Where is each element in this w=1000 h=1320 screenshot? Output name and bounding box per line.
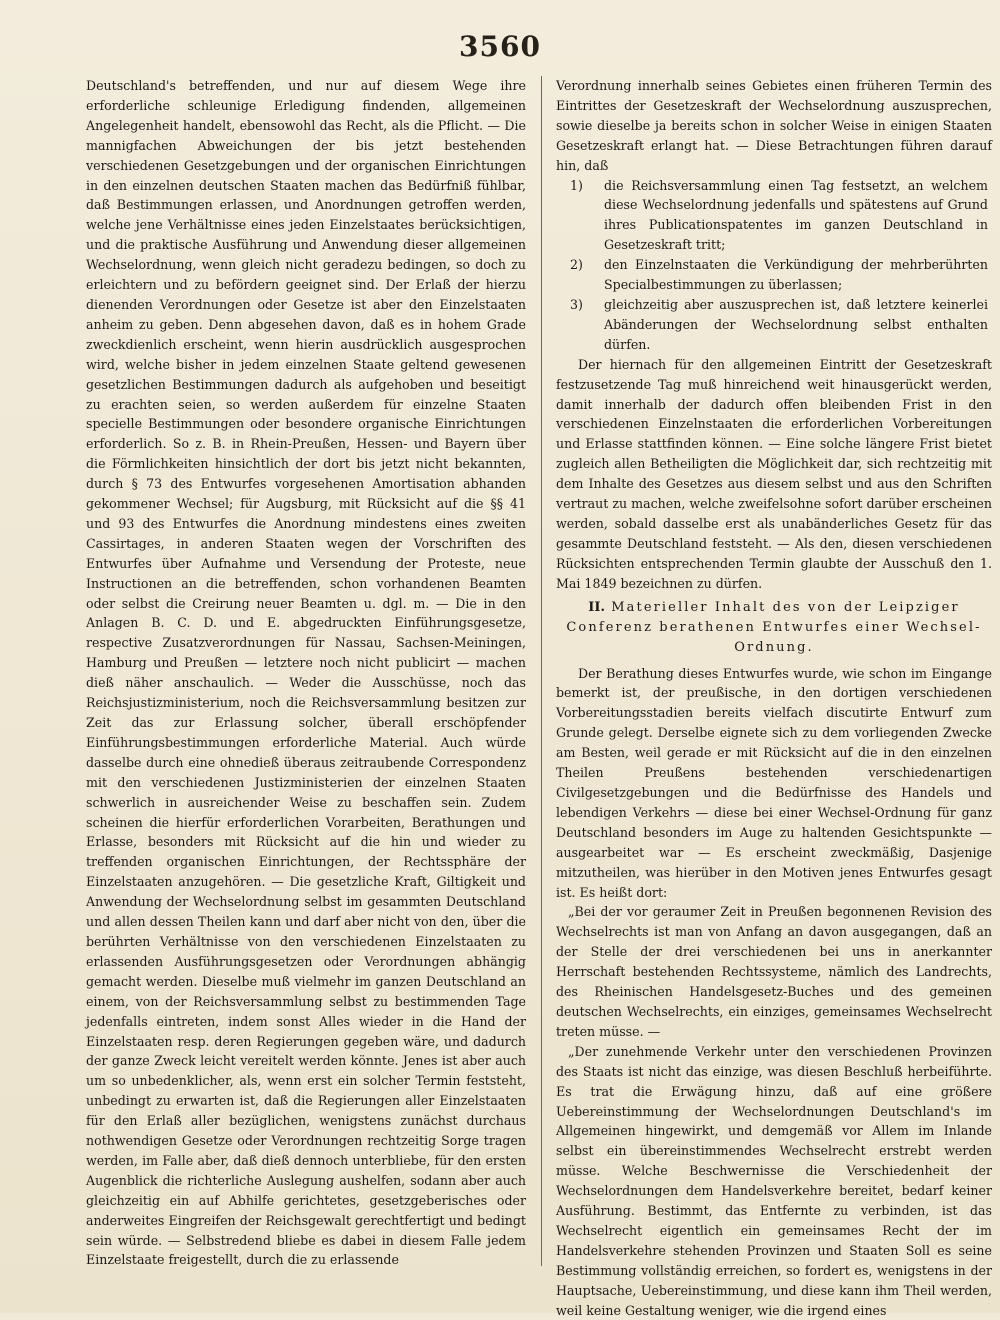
section-heading-label: II. [588,599,605,615]
paragraph-termin: Der hiernach für den allgemeinen Eintritt der Gesetzeskraft festzusetzende Tag muß hinreichend weit hinausgerückt werden, damit innerhalb der dadurch offen bleibenden Frist in den verschiedenen Einzelnstaaten die erforderlichen Vorbereitungen und Erlasse stattfinden können. — Eine solche längere Frist bietet zugleich allen Betheiligten die Möglichkeit dar, sich rechtzeitig mit dem Inhalte des Gesetzes aus diesem selbst und aus den Schriften vertraut zu machen, welche zweifelsohne sofort darüber erscheinen werden, sobald dasselbe erst als unabänderliches Gesetz für das gesammte Deutschland feststeht. — Als den, diesen verschiedenen Rücksichten entsprechenden Termin glaubte der Ausschuß den 1. Mai 1849 bezeichnen zu dürfen. [556,356,992,591]
left-column-paragraph: Deutschland's betreffenden, und nur auf diesem Wege ihre erforderliche schleunige Erledigung findenden, allgemeinen Angelegenheit handelt, ebensowohl das Recht, als die Pflicht. — Die mannigfachen Abweichungen der bis jetzt bestehenden verschiedenen Gesetzgebungen und der organischen Einrichtungen in den einzelnen deutschen Staaten machen das Bedürfniß fühlbar, daß Bestimmungen erlassen, und Anordnungen getroffen werden, welche jene Verhältnisse eines jeden Einzelstaates berücksichtigen, und die praktische Ausführung und Anwendung dieser allgemeinen Wechselordnung, wenn gleich nicht geradezu bedingen, so doch zu erleichtern und zu befördern geeignet sind. Der Erlaß der hierzu dienenden Verordnungen oder Gesetze ist aber den Einzelstaaten anheim zu geben. Denn abgesehen davon, daß es in hohem Grade zweckdienlich erscheint, wenn hierin ausdrücklich ausgesprochen wird, welche bisher in jedem einzelnen Staate geltend gewesenen gesetzlichen Bestimmungen dadurch als aufgehoben und beseitigt zu erachten seien, so werden außerdem für einzelne Staaten specielle Bestimmungen oder besondere organische Einrichtungen erforderlich. So z. B. in Rhein-Preußen, Hessen- und Bayern über die Förmlichkeiten hinsichtlich der dort bis jetzt nicht bekannten, durch § 73 des Entwurfes vorgesehenen Amortisation abhanden gekommener Wechsel; für Augsburg, mit Rücksicht auf die §§ 41 und 93 des Entwurfes die Anordnung mindestens eines zweiten Cassirtages, in anderen Staaten wegen der Vorschriften des Entwurfes über Aufnahme und Versendung der Proteste, neue Instructionen an die betreffenden, schon vorhandenen Beamten oder selbst die Creirung neuer Beamten u. dgl. m. — Die in den Anlagen B. C. D. und E. abgedruckten Einführungsgesetze, respective Zusatzverordnungen für Nassau, Sachsen-Meiningen, Hamburg und Preußen — letztere noch nicht publicirt — machen dieß näher anschaulich. — Weder die Ausschüsse, noch das Reichsjustizministerium, noch die Reichsversammlung besitzen zur Zeit das zur Erlassung solcher, überall erschöpfender Einführungsbestimmungen erforderliche Material. Auch würde dasselbe durch eine ohnedieß überaus zeitraubende Correspondenz mit den verschiedenen Justizministerien der einzelnen Staaten schwerlich in ausreichender Weise zu beschaffen sein. Zudem scheinen die hierfür erforderlichen Vorarbeiten, Berathungen und Erlasse, besonders mit Rücksicht auf die hin und wieder zu treffenden organischen Einrichtungen, der Rechtssphäre der Einzelstaaten anzugehören. — Die gesetzliche Kraft, Giltigkeit und Anwendung der Wechselordnung selbst im gesammten Deutschland und allen dessen Theilen kann und darf aber nicht von den, über die berührten Verhältnisse von den verschiedenen Einzelstaaten zu erlassenden Ausführungsgesetzen oder Verordnungen abhängig gemacht werden. Dieselbe muß vielmehr im ganzen Deutschland an einem, von der Reichsversammlung selbst zu bestimmenden Tage jedenfalls eintreten, indem sonst Alles wieder in die Hand der Einzelstaaten resp. deren Regierungen gegeben wäre, und dadurch der ganze Zweck leicht vereitelt werden könnte. Jenes ist aber auch um so unbedenklicher, als, wenn erst ein solcher Termin feststeht, unbedingt zu erwarten ist, daß die Regierungen aller Einzelstaaten für den Erlaß aller bezüglichen, wenigstens zunächst durchaus nothwendigen Gesetze oder Verordnungen rechtzeitig Sorge tragen werden, im Falle aber, daß dieß dennoch unterbliebe, für den ersten Augenblick die richterliche Auslegung aushelfen, sodann aber auch gleichzeitig ein auf Abhilfe gerichtetes, gesetzgeberisches oder anderweites Eingreifen der Reichsgewalt gerechtfertigt und bedingt sein würde. — Selbstredend bliebe es dabei in diesem Falle jedem Einzelstaate freigestellt, durch die zu erlassende [86,78,526,1268]
list-item-number: 1) [570,177,583,193]
list-item-text: den Einzelnstaaten die Verkündigung der mehrberührten Specialbestimmungen zu überlassen; [604,257,988,293]
list-item-number: 3) [570,296,583,312]
list-item [556,255,992,295]
right-column [556,76,992,1318]
list-item [556,176,992,256]
text-columns [86,76,992,1318]
column-divider [541,76,542,1266]
page-number: 3560 [459,30,541,63]
left-column [86,76,526,1266]
list-item-text: die Reichsversammlung einen Tag festsetzt, an welchem diese Wechselordnung jedenfalls und spätestens auf Grund ihres Publicationspatentes im ganzen Deutschland in Gesetzeskraft tritt; [604,177,988,253]
numbered-list [556,176,992,355]
section-heading [556,598,992,658]
paragraph-berathung: Der Berathung dieses Entwurfes wurde, wie schon im Eingange bemerkt ist, der preußische, in den dortigen verschiedenen Vorbereitungsstadien bereits vielfach discutirte Entwurf zum Grunde gelegt. Derselbe eignete sich zu dem vorliegenden Zwecke am Besten, weil gerade er mit Rücksicht auf die in den einzelnen Theilen Preußens bestehenden verschiedenartigen Civilgesetzgebungen und die Bedürfnisse des Handels und lebendigen Verkehrs — diese bei einer Wechsel-Ordnung für ganz Deutschland besonders im Auge zu haltenden Gesichtspunkte — ausgearbeitet war — Es erscheint zweckmäßig, Dasjenige mitzutheilen, was hierüber in den Motiven jenes Entwurfes gesagt ist. Es heißt dort: [556,665,992,900]
quote-paragraph-1: „Bei der vor geraumer Zeit in Preußen begonnenen Revision des Wechselrechts ist man von Anfang an davon ausgegangen, daß an der Stelle der drei verschiedenen bei uns in anerkannter Herrschaft bestehenden Rechtssysteme, nämlich des Landrechts, des Rheinischen Handelsgesetz-Buches und des gemeinen deutschen Wechselrechts, ein einziges, gemeinsames Wechselrecht treten müsse. — [556,904,992,1039]
quote-paragraph-2: „Der zunehmende Verkehr unter den verschiedenen Provinzen des Staats ist nicht das einzige, was diesen Beschluß herbeiführte. Es trat die Erwägung hinzu, daß auf eine größere Uebereinstimmung der Wechselordnungen Deutschland's im Allgemeinen hingewirkt, und demgemäß vor Allem im Inlande selbst ein übereinstimmendes Wechselrecht erstrebt werden müsse. Welche Beschwernisse die Verschiedenheit der Wechselordnungen dem Handelsverkehre bereitet, bedarf keiner Ausführung. Bestimmt, das Entfernte zu verbinden, ist das Wechselrecht eigentlich ein gemeinsames Recht der im Handelsverkehre stehenden Provinzen und Staaten Soll es seine Bestimmung vollständig erreichen, so fordert es, wenigstens in der Hauptsache, Uebereinstimmung, und diese kann ihm Theil werden, weil keine Gestaltung weniger, wie die irgend eines [556,1043,992,1318]
right-column-intro: Verordnung innerhalb seines Gebietes einen früheren Termin des Eintrittes der Gesetzeskraft der Wechselordnung auszusprechen, sowie dieselbe ja bereits schon in solcher Weise in einigen Staaten Gesetzeskraft erlangt hat. — Diese Betrachtungen führen darauf hin, daß [556,78,992,173]
section-heading-text: Materieller Inhalt des von der Leipziger Conferenz berathenen Entwurfes einer Wechsel-Ordnung. [566,599,982,655]
list-item-number: 2) [570,257,583,273]
list-item [556,295,992,355]
list-item-text: gleichzeitig aber auszusprechen ist, daß letztere keinerlei Abänderungen der Wechselordnung selbst enthalten dürfen. [604,296,988,352]
